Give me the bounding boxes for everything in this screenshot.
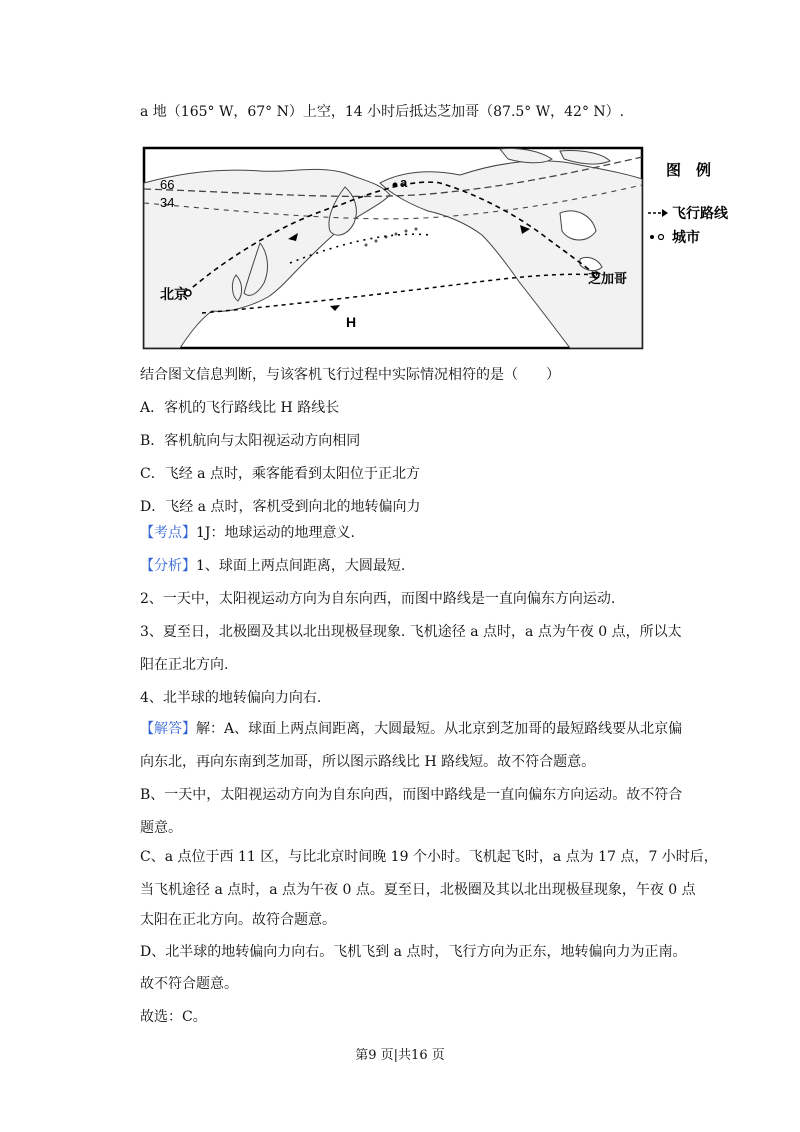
legend-city-label: 城市 bbox=[672, 230, 700, 246]
jieda-line-7: 太阳在正北方向。故符合题意。 bbox=[140, 912, 336, 928]
jieda-line-6: 当飞机途径 a 点时，a 点为午夜 0 点。夏至日，北极圈及其以北出现极昼现象，午夜 0 点 bbox=[140, 882, 696, 898]
jieda-line-1 bbox=[140, 718, 682, 740]
option-a: A．客机的飞行路线比 H 路线长 bbox=[140, 400, 340, 416]
fenxi-line-4: 阳在正北方向. bbox=[140, 657, 229, 673]
jieda-line-8: D、北半球的地转偏向力向右。飞机飞到 a 点时，飞行方向为正东，地转偏向力为正南。 bbox=[140, 944, 687, 960]
fenxi-text-1: 1、球面上两点间距离，大圆最短. bbox=[196, 558, 406, 574]
route-h-label: H bbox=[346, 314, 357, 330]
legend-city-icon bbox=[650, 235, 664, 240]
intro-text: a 地（165° W，67° N）上空，14 小时后抵达芝加哥（87.5° W，42° N）. bbox=[140, 104, 625, 120]
chicago-label: 芝加哥 bbox=[588, 272, 628, 287]
beijing-label: 北京 bbox=[160, 287, 188, 303]
flight-route-map bbox=[140, 143, 740, 351]
kaodian-tag: 【考点】 bbox=[140, 525, 196, 541]
option-d: D．飞经 a 点时，客机受到向北的地转偏向力 bbox=[140, 499, 421, 515]
question-stem: 结合图文信息判断，与该客机飞行过程中实际情况相符的是（ ） bbox=[140, 367, 560, 383]
kaodian-line bbox=[140, 522, 355, 544]
jieda-line-4: 题意。 bbox=[140, 820, 182, 836]
fenxi-line-2: 2、一天中，太阳视运动方向为自东向西，而图中路线是一直向偏东方向运动. bbox=[140, 591, 616, 607]
kaodian-text: 1J：地球运动的地理意义. bbox=[196, 525, 355, 541]
jieda-line-5: C、a 点位于西 11 区，与比北京时间晚 19 个小时。飞机起飞时，a 点为 17 点，7 小时后， bbox=[140, 849, 718, 865]
option-c: C．飞经 a 点时，乘客能看到太阳位于正北方 bbox=[140, 466, 420, 482]
point-a-label: a bbox=[400, 175, 408, 190]
jieda-tag: 【解答】 bbox=[140, 721, 196, 737]
latitude-label-34: 34 bbox=[160, 195, 175, 210]
fenxi-line-3: 3、夏至日，北极圈及其以北出现极昼现象. 飞机途径 a 点时，a 点为午夜 0 点，所以太 bbox=[140, 624, 682, 640]
legend-title: 图 例 bbox=[666, 161, 712, 179]
jieda-line-9: 故不符合题意。 bbox=[140, 976, 238, 992]
fenxi-tag: 【分析】 bbox=[140, 558, 196, 574]
jieda-line-3: B、一天中，太阳视运动方向为自东向西，而图中路线是一直向偏东方向运动。故不符合 bbox=[140, 787, 683, 803]
legend-route-icon bbox=[648, 209, 668, 217]
jieda-line-2: 向东北，再向东南到芝加哥，所以图示路线比 H 路线短。故不符合题意。 bbox=[140, 754, 596, 770]
jieda-text-1: 解：A、球面上两点间距离，大圆最短。从北京到芝加哥的最短路线要从北京偏 bbox=[196, 721, 683, 737]
page-footer: 第9 页|共16 页 bbox=[355, 1048, 445, 1063]
fenxi-line-1 bbox=[140, 555, 405, 577]
legend-route-label: 飞行路线 bbox=[672, 206, 728, 222]
option-b: B．客机航向与太阳视运动方向相同 bbox=[140, 433, 361, 449]
point-a-marker bbox=[393, 183, 398, 188]
latitude-label-66: 66 bbox=[160, 177, 175, 192]
final-answer: 故选：C。 bbox=[140, 1009, 207, 1025]
fenxi-line-5: 4、北半球的地转偏向力向右. bbox=[140, 690, 322, 706]
